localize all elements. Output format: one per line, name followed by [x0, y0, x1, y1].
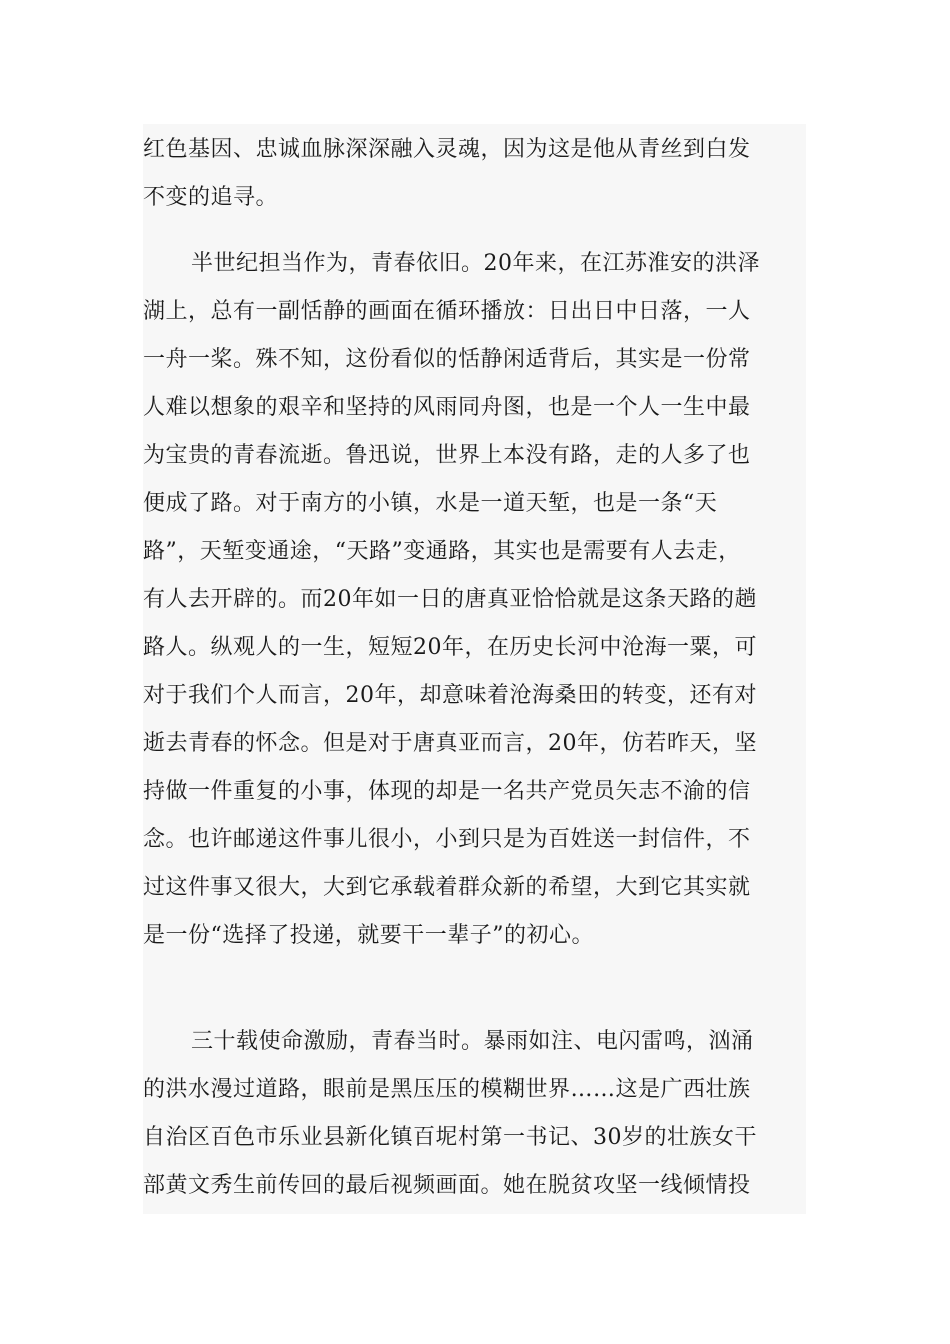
text-line: 部黄文秀生前传回的最后视频画面。她在脱贫攻坚一线倾情投	[143, 1173, 751, 1198]
text-line: 自治区百色市乐业县新化镇百坭村第一书记、30岁的壮族女干	[143, 1125, 757, 1150]
text-line: 一舟一桨。殊不知，这份看似的恬静闲适背后，其实是一份常	[143, 347, 751, 372]
paragraph-1	[143, 126, 806, 222]
text-line: 为宝贵的青春流逝。鲁迅说，世界上本没有路，走的人多了也	[143, 443, 751, 468]
text-line: 便成了路。对于南方的小镇，水是一道天堑，也是一条“天	[143, 491, 718, 516]
text-line: 湖上，总有一副恬静的画面在循环播放：日出日中日落，一人	[143, 299, 751, 324]
text-line: 有人去开辟的。而20年如一日的唐真亚恰恰就是这条天路的趟	[143, 587, 757, 612]
text-line: 红色基因、忠诚血脉深深融入灵魂，因为这是他从青丝到白发	[143, 137, 751, 162]
text-line: 不变的追寻。	[143, 185, 279, 210]
text-line: 路人。纵观人的一生，短短20年，在历史长河中沧海一粟，可	[143, 635, 757, 660]
text-line: 念。也许邮递这件事儿很小，小到只是为百姓送一封信件，不	[143, 827, 751, 852]
text-line: 是一份“选择了投递，就要干一辈子”的初心。	[143, 923, 594, 948]
text-line: 路”，天堑变通途，“天路”变通路，其实也是需要有人去走，	[143, 539, 741, 564]
text-line: 半世纪担当作为，青春依旧。20年来，在江苏淮安的洪泽	[191, 251, 760, 276]
text-line: 持做一件重复的小事，体现的却是一名共产党员矢志不渝的信	[143, 779, 751, 804]
paragraph-3	[143, 1018, 806, 1210]
text-line: 三十载使命激励，青春当时。暴雨如注、电闪雷鸣，汹涌	[191, 1029, 754, 1054]
text-line: 人难以想象的艰辛和坚持的风雨同舟图，也是一个人一生中最	[143, 395, 751, 420]
text-line: 对于我们个人而言，20年，却意味着沧海桑田的转变，还有对	[143, 683, 757, 708]
paragraph-2	[143, 240, 806, 960]
text-body	[143, 124, 806, 1214]
text-line: 的洪水漫过道路，眼前是黑压压的模糊世界……这是广西壮族	[143, 1077, 751, 1102]
text-line: 过这件事又很大，大到它承载着群众新的希望，大到它其实就	[143, 875, 751, 900]
text-line: 逝去青春的怀念。但是对于唐真亚而言，20年，仿若昨天，坚	[143, 731, 757, 756]
